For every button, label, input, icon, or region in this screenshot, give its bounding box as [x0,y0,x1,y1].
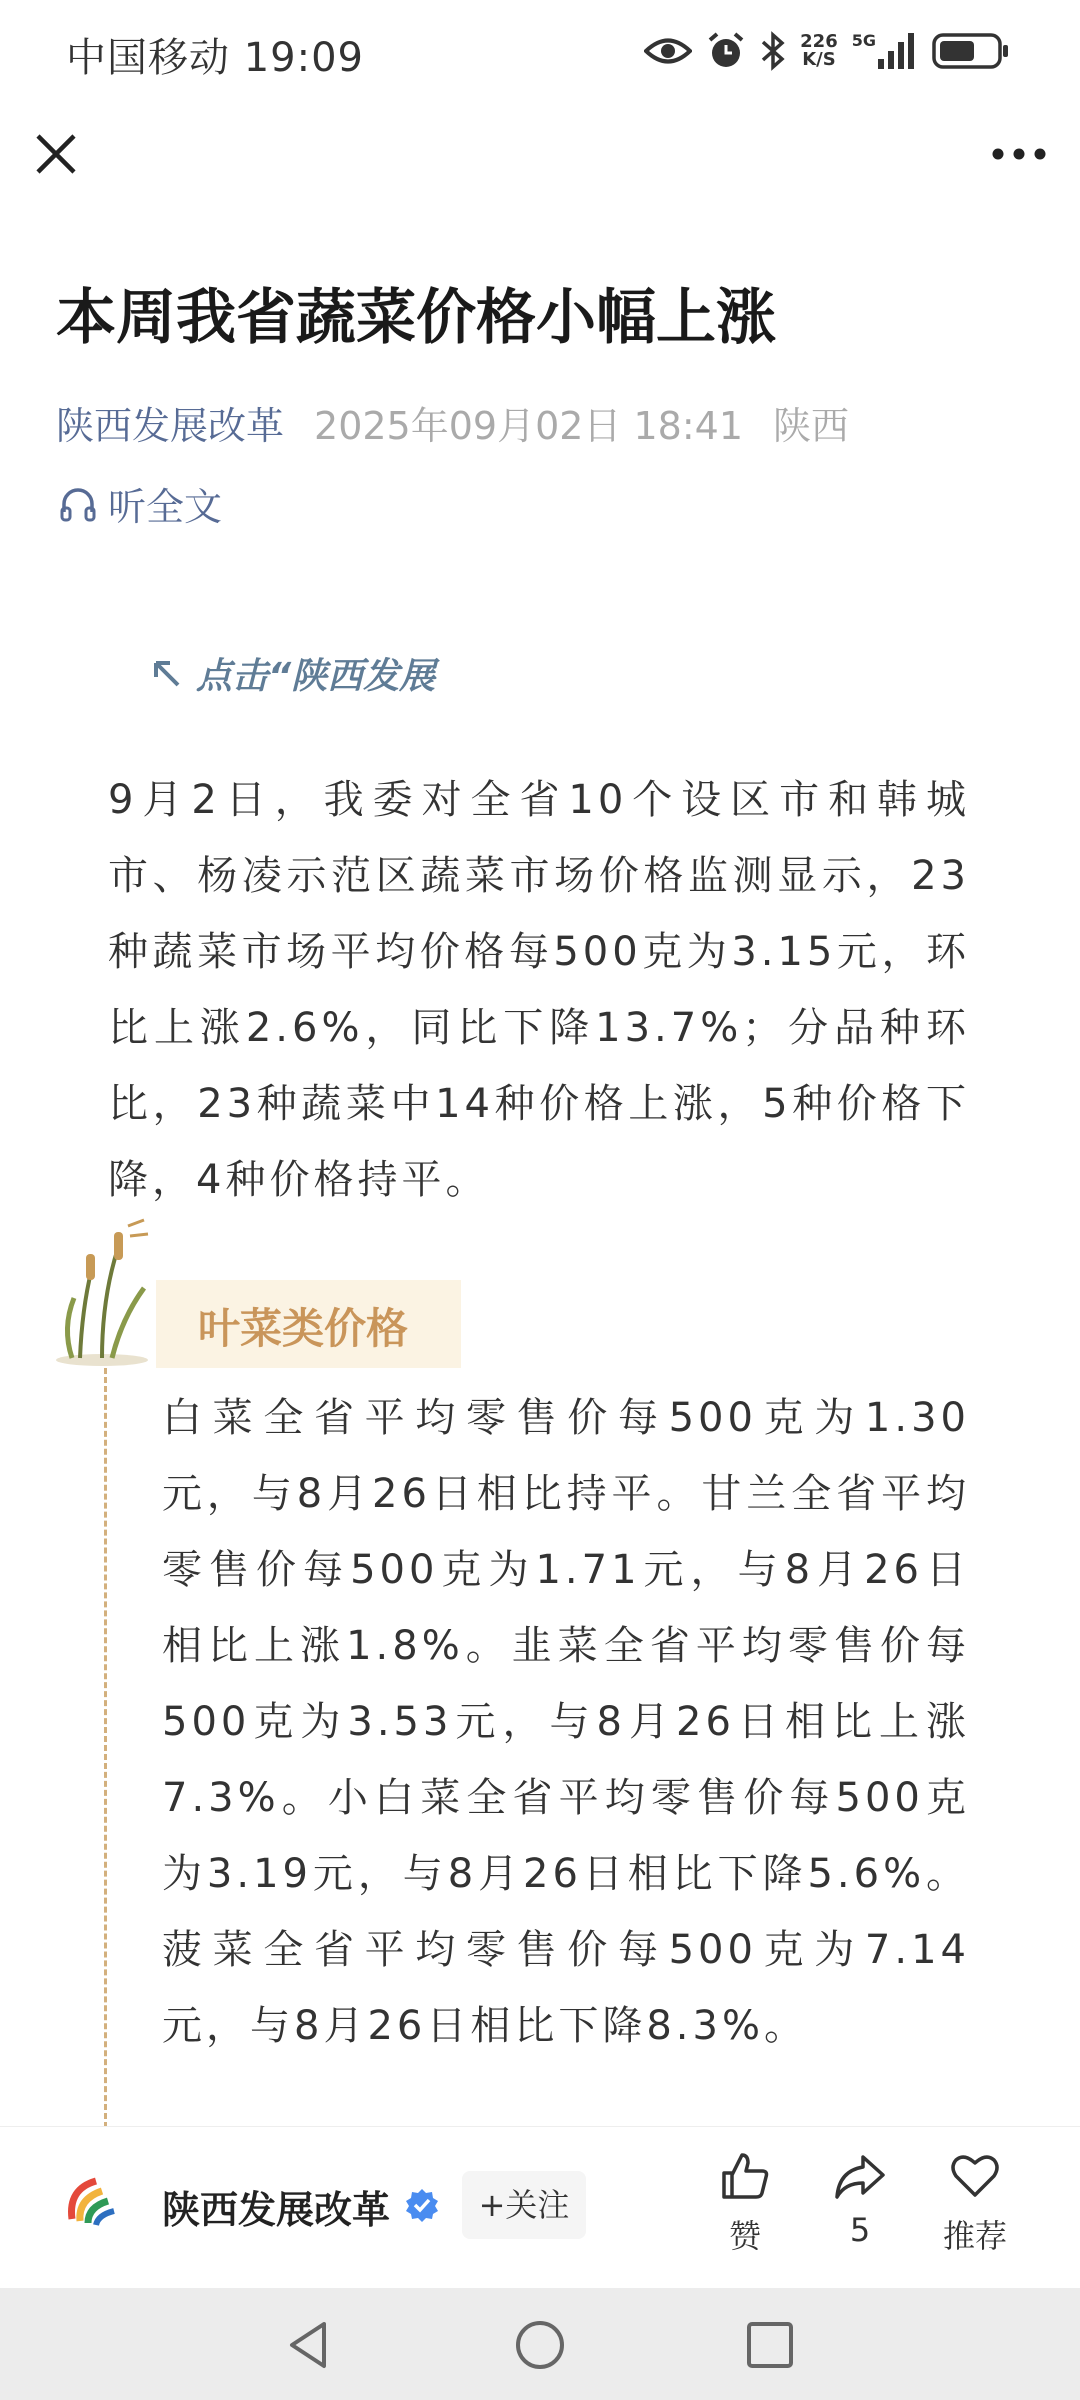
action-bar [0,2126,1080,2288]
heart-icon [948,2149,1002,2203]
eye-icon [644,36,692,66]
signal-icon [878,33,918,69]
article-meta [56,395,849,450]
region-label: 陕西 [773,404,850,448]
status-bar [0,0,1080,100]
close-icon [28,126,84,182]
account-name[interactable]: 陕西发展改革 [162,2188,391,2232]
net-speed-value: 226 [800,31,838,52]
follow-button[interactable]: +关注 [462,2171,586,2239]
listen-label: 听全文 [108,485,223,529]
bluetooth-icon [760,31,786,71]
recommend-label: 推荐 [942,2217,1007,2255]
close-button[interactable] [28,126,84,182]
listen-button[interactable] [58,476,222,531]
section-divider [104,1368,107,2128]
share-count: 5 [849,2211,871,2249]
share-button[interactable] [805,2149,915,2249]
status-icons [644,26,1010,76]
more-button[interactable] [986,126,1052,182]
net-speed [800,33,838,69]
section-heading [156,1280,461,1368]
top-bar [0,110,1080,200]
like-label: 赞 [728,2217,761,2255]
carrier-time: 中国移动 19:09 [66,35,364,81]
recent-apps-icon[interactable] [735,2310,805,2380]
share-icon [833,2149,887,2203]
thumbs-up-icon [718,2149,772,2203]
section-title: 叶菜类价格 [198,1304,409,1353]
account-logo-icon[interactable] [62,2169,132,2239]
signal-indicator [852,33,918,69]
alarm-icon [706,31,746,71]
back-icon[interactable] [274,2310,344,2380]
home-icon[interactable] [505,2310,575,2380]
recommend-button[interactable] [920,2149,1030,2257]
verified-icon [404,2187,440,2223]
section-paragraph: 白菜全省平均零售价每500克为1.30元，与8月26日相比持平。甘兰全省平均零售价每500克为1.71元，与8月26日相比上涨1.8%。韭菜全省平均零售价每500克为3.53元，与8月26日相比上涨7.3%。小白菜全省平均零售价每500克为3.19元，与8月26日相比下降5.6%。菠菜全省平均零售价每500克为7.14元，与8月26日相比下降8.3%。 [162,1395,970,2049]
reed-decoration-icon [52,1218,162,1368]
publish-date: 2025年09月02日 18:41 [314,404,744,448]
author-link[interactable]: 陕西发展改革 [56,404,285,448]
intro-paragraph: 9月2日，我委对全省10个设区市和韩城市、杨凌示范区蔬菜市场价格监测显示，23种蔬菜市场平均价格每500克为3.15元，环比上涨2.6%，同比下降13.7%；分品种环比，23种蔬菜中14种价格上涨，5种价格下降，4种价格持平。 [108,777,970,1203]
signal-label: 5G [851,31,876,50]
headphones-icon [58,484,98,524]
article-title: 本周我省蔬菜价格小幅上涨 [56,283,776,353]
more-icon [986,126,1052,182]
battery-icon [932,31,1010,71]
like-button[interactable] [690,2149,800,2257]
net-speed-unit: K/S [802,49,836,70]
system-nav-bar [0,2288,1080,2400]
follow-banner[interactable] [152,648,435,699]
banner-text: 点击“陕西发展 [196,656,436,697]
arrow-up-left-icon [152,659,182,689]
